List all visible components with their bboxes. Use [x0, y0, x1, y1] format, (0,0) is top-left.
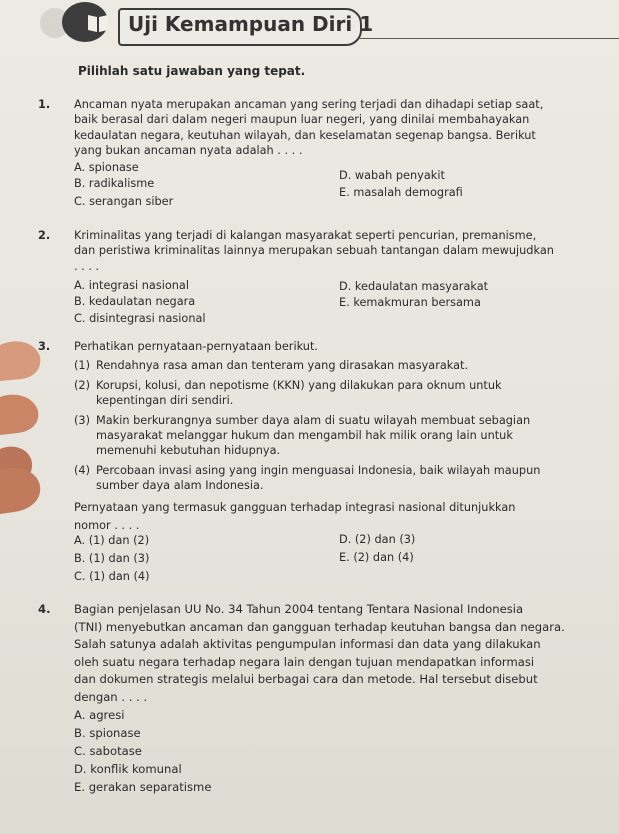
- question-text-line: baik berasal dari dalam negeri maupun luar negeri, yang dinilai membahayakan: [74, 113, 530, 127]
- option-d[interactable]: D. wabah penyakit: [339, 168, 445, 182]
- option-c[interactable]: C. serangan siber: [74, 194, 174, 208]
- question-text-line: . . . .: [74, 259, 100, 273]
- question-text-line: kedaulatan negara, keutuhan wilayah, dan keselamatan segenap bangsa. Berikut: [74, 128, 536, 142]
- option-e[interactable]: E. kemakmuran bersama: [339, 296, 481, 310]
- question-text-line: nomor . . . .: [74, 519, 140, 533]
- question-text-line: Bagian penjelasan UU No. 34 Tahun 2004 tentang Tentara Nasional Indonesia: [74, 602, 524, 616]
- question-number: 1.: [38, 98, 51, 111]
- question-text-line: (TNI) menyebutkan ancaman dan gangguan terhadap keutuhan bangsa dan negara.: [74, 619, 565, 634]
- statement-3: (3) Makin berkurangnya sumber daya alam di suatu wilayah membuat sebagian masyarakat melanggar hukum dan mengambil hak milik orang lain untuk memenuhi kebutuhan hidupnya.: [74, 413, 531, 458]
- finger-image: [0, 460, 42, 530]
- question-number: 2.: [38, 229, 51, 242]
- question-number: 4.: [38, 602, 51, 616]
- section-title: Uji Kemampuan Diri 1: [128, 12, 374, 36]
- option-c[interactable]: C. sabotase: [74, 743, 142, 758]
- question-text-line: Salah satunya adalah aktivitas pengumpulan informasi dan data yang dilakukan: [74, 637, 541, 652]
- section-header: [0, 0, 619, 52]
- question-number: 3.: [38, 340, 51, 353]
- book-icon: [86, 12, 110, 34]
- question-text-line: Kriminalitas yang terjadi di kalangan masyarakat seperti pencurian, premanisme,: [74, 229, 537, 242]
- option-b[interactable]: B. radikalisme: [74, 176, 155, 190]
- option-e[interactable]: E. gerakan separatisme: [74, 779, 212, 794]
- question-2: [38, 228, 608, 328]
- option-a[interactable]: A. agresi: [74, 707, 125, 722]
- question-text-line: Ancaman nyata merupakan ancaman yang sering terjadi dan dihadapi setiap saat,: [74, 98, 544, 111]
- statement-4: (4) Percobaan invasi asing yang ingin menguasai Indonesia, baik wilayah maupun sumber daya alam Indonesia.: [74, 463, 541, 493]
- header-rule: [358, 38, 619, 39]
- question-text-line: dan dokumen strategis melalui berbagai cara dan metode. Hal tersebut disebut: [74, 672, 538, 687]
- option-e[interactable]: E. (2) dan (4): [339, 551, 414, 565]
- question-text-line: Pernyataan yang termasuk gangguan terhadap integrasi nasional ditunjukkan: [74, 500, 516, 514]
- question-3: [38, 339, 608, 585]
- question-intro: Perhatikan pernyataan-pernyataan berikut.: [74, 340, 318, 353]
- option-c[interactable]: C. disintegrasi nasional: [74, 312, 206, 326]
- statement-1: (1) Rendahnya rasa aman dan tenteram yang dirasakan masyarakat.: [74, 359, 469, 373]
- option-d[interactable]: D. konflik komunal: [74, 761, 182, 776]
- question-text-line: oleh suatu negara terhadap negara lain dengan tujuan mendapatkan informasi: [74, 654, 535, 669]
- option-c[interactable]: C. (1) dan (4): [74, 570, 150, 584]
- option-b[interactable]: B. spionase: [74, 725, 141, 740]
- question-text-line: dan peristiwa kriminalitas lainnya merupakan sebuah tantangan dalam mewujudkan: [74, 244, 554, 258]
- question-4: [38, 601, 608, 803]
- instruction-text: Pilihlah satu jawaban yang tepat.: [78, 64, 306, 78]
- option-d[interactable]: D. (2) dan (3): [339, 533, 416, 547]
- option-e[interactable]: E. masalah demografi: [339, 185, 463, 199]
- question-1: [38, 97, 608, 209]
- option-a[interactable]: A. (1) dan (2): [74, 534, 150, 548]
- option-b[interactable]: B. kedaulatan negara: [74, 295, 196, 309]
- option-d[interactable]: D. kedaulatan masyarakat: [339, 280, 489, 294]
- option-a[interactable]: A. spionase: [74, 160, 139, 174]
- question-text-line: dengan . . . .: [74, 689, 148, 704]
- option-a[interactable]: A. integrasi nasional: [74, 279, 189, 293]
- question-text-line: yang bukan ancaman nyata adalah . . . .: [74, 144, 303, 158]
- option-b[interactable]: B. (1) dan (3): [74, 552, 150, 566]
- statement-2: (2) Korupsi, kolusi, dan nepotisme (KKN) yang dilakukan para oknum untuk kepentingan diri sendiri.: [74, 378, 502, 408]
